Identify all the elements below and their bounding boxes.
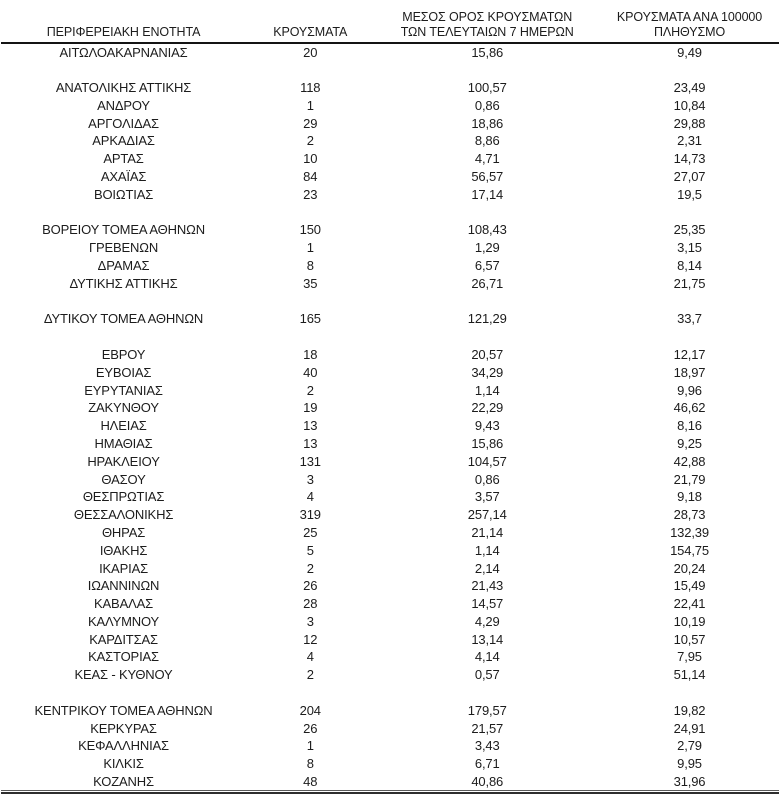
cases-cell: 20 [303,44,318,60]
avg7-cell: 17,14 [471,186,504,202]
cases-cell: 150 [299,222,321,238]
avg7-cell: 21,57 [471,720,504,736]
per100k-cell: 27,07 [673,168,706,184]
per100k-cell: 8,16 [677,418,702,434]
column-header-avg7 [374,0,600,43]
table-row [1,524,779,542]
table-row [1,488,779,506]
per100k-cell: 10,84 [673,97,706,113]
region-name-cell: ΚΑΣΤΟΡΙΑΣ [88,649,159,665]
region-name-cell: ΘΗΡΑΣ [101,524,146,540]
per100k-cell: 33,7 [677,311,702,327]
avg7-cell: 3,43 [474,738,500,754]
region-name-cell: ΑΡΓΟΛΙΔΑΣ [88,115,159,131]
cases-cell: 118 [300,79,321,95]
per100k-cell: 18,97 [673,364,706,380]
per100k-cell: 28,73 [673,507,706,523]
cases-cell: 3 [306,613,314,629]
avg7-cell: 1,14 [474,382,500,398]
table-row [1,132,779,150]
region-name-cell: ΔΥΤΙΚΟΥ ΤΟΜΕΑ ΑΘΗΝΩΝ [43,311,204,327]
avg7-cell: 6,71 [474,756,500,772]
region-name-cell: ΗΡΑΚΛΕΙΟΥ [87,453,160,469]
per100k-cell: 31,96 [673,774,706,790]
per100k-cell: 23,49 [673,79,706,95]
table-row [1,506,779,524]
cases-cell: 8 [306,756,314,772]
region-name-cell: ΚΑΒΑΛΑΣ [94,596,154,612]
table-row [1,257,779,275]
table-row [1,310,779,328]
region-name-cell: ΚΑΡΔΙΤΣΑΣ [89,631,158,647]
region-name-cell: ΕΒΡΟΥ [101,346,146,362]
per100k-cell: 20,24 [673,560,706,576]
cases-cell: 84 [303,168,318,184]
cases-cell: 18 [303,346,318,362]
per100k-cell: 29,88 [673,115,706,131]
region-name-cell: ΒΟΙΩΤΙΑΣ [93,186,154,202]
cases-cell: 48 [303,774,318,790]
avg7-cell: 6,57 [474,257,500,273]
table-row [1,559,779,577]
cases-cell: 2 [306,667,314,683]
per100k-cell: 22,41 [673,596,706,612]
cases-cell: 131 [299,453,321,469]
region-name-cell: ΑΝΑΤΟΛΙΚΗΣ ΑΤΤΙΚΗΣ [55,79,192,95]
cases-by-regional-unit-report [1,0,779,794]
table-row [1,773,779,791]
region-name-cell: ΗΜΑΘΙΑΣ [94,435,153,451]
spacer-cell [1,328,779,346]
spacer-cell [1,684,779,702]
column-header-per100k-line1: ΚΡΟΥΣΜΑΤΑ ΑΝΑ 100000 [616,10,763,24]
spacer-row [1,684,779,702]
table-row [1,755,779,773]
cases-cell: 2 [306,382,314,398]
cases-cell: 26 [303,720,318,736]
avg7-cell: 15,86 [471,435,504,451]
avg7-cell: 0,57 [474,667,500,683]
avg7-cell: 0,86 [474,97,500,113]
cases-cell: 4 [306,649,314,665]
spacer-row [1,61,779,79]
region-name-cell: ΑΧΑΪΑΣ [100,168,147,184]
avg7-cell: 56,57 [471,168,504,184]
table-row [1,470,779,488]
per100k-cell: 154,75 [670,542,709,558]
cases-cell: 1 [306,738,314,754]
avg7-cell: 26,71 [471,275,504,291]
spacer-row [1,292,779,310]
cases-cell: 28 [303,596,318,612]
table-row [1,346,779,364]
table-row [1,613,779,631]
region-name-cell: ΒΟΡΕΙΟΥ ΤΟΜΕΑ ΑΘΗΝΩΝ [42,222,205,238]
avg7-cell: 14,57 [471,596,504,612]
avg7-cell: 40,86 [471,774,504,790]
avg7-cell: 13,14 [471,631,504,647]
spacer-cell [1,292,779,310]
cases-cell: 23 [303,186,318,202]
avg7-cell: 1,29 [474,240,500,256]
per100k-cell: 51,14 [673,667,706,683]
avg7-cell: 4,71 [474,151,500,167]
avg7-cell: 21,14 [471,524,504,540]
cases-cell: 1 [306,240,314,256]
region-name-cell: ΘΕΣΣΑΛΟΝΙΚΗΣ [73,507,174,523]
cases-cell: 165 [299,311,321,327]
cases-cell: 1 [306,97,314,113]
table-row [1,452,779,470]
per100k-cell: 2,79 [677,738,702,754]
per100k-cell: 9,95 [677,756,702,772]
avg7-cell: 0,86 [474,471,500,487]
column-header-cases-label: ΚΡΟΥΣΜΑΤΑ [273,24,348,39]
table-row [1,381,779,399]
cases-cell: 4 [306,489,314,505]
region-name-cell: ΑΡΤΑΣ [103,151,144,167]
per100k-cell: 19,82 [673,702,706,718]
region-name-cell: ΑΡΚΑΔΙΑΣ [92,133,155,149]
table-row [1,96,779,114]
table-row [1,399,779,417]
table-row [1,168,779,186]
table-row [1,719,779,737]
avg7-cell: 4,14 [474,649,500,665]
cases-cell: 26 [303,578,318,594]
table-row [1,577,779,595]
avg7-cell: 121,29 [467,311,507,327]
avg7-cell: 104,57 [467,453,507,469]
column-header-region-label: ΠΕΡΙΦΕΡΕΙΑΚΗ ΕΝΟΤΗΤΑ [46,24,201,39]
cases-cell: 5 [306,542,314,558]
region-name-cell: ΚΟΖΑΝΗΣ [93,774,154,790]
cases-by-regional-unit-table [1,0,779,790]
region-name-cell: ΕΥΒΟΙΑΣ [95,364,152,380]
per100k-cell: 8,14 [677,257,702,273]
cases-cell: 319 [299,507,321,523]
header-row [1,0,779,43]
table-row [1,150,779,168]
region-name-cell: ΓΡΕΒΕΝΩΝ [88,240,159,256]
table-row [1,666,779,684]
cases-cell: 2 [306,560,314,576]
table-row [1,239,779,257]
spacer-cell [1,61,779,79]
region-name-cell: ΙΘΑΚΗΣ [99,542,148,558]
avg7-cell: 100,57 [467,79,507,95]
table-body [1,43,779,790]
table-row [1,435,779,453]
cases-cell: 29 [303,115,318,131]
column-header-avg7-line2: ΤΩΝ ΤΕΛΕΥΤΑΙΩΝ 7 ΗΜΕΡΩΝ [400,24,574,39]
per100k-cell: 21,79 [673,471,706,487]
table-row [1,79,779,97]
avg7-cell: 4,29 [474,613,500,629]
per100k-cell: 15,49 [673,578,706,594]
region-name-cell: ΚΕΡΚΥΡΑΣ [90,720,157,736]
region-name-cell: ΔΡΑΜΑΣ [97,257,150,273]
table-row [1,43,779,61]
avg7-cell: 21,43 [471,578,504,594]
avg7-cell: 9,43 [474,418,500,434]
avg7-cell: 34,29 [471,364,504,380]
table-header [1,0,779,43]
column-header-per100k [600,0,779,43]
region-name-cell: ΚΕΝΤΡΙΚΟΥ ΤΟΜΕΑ ΑΘΗΝΩΝ [34,702,213,718]
region-name-cell: ΗΛΕΙΑΣ [100,418,147,434]
per100k-cell: 10,57 [673,631,706,647]
region-name-cell: ΙΚΑΡΙΑΣ [99,560,148,576]
cases-cell: 8 [306,257,314,273]
cases-cell: 35 [303,275,318,291]
avg7-cell: 257,14 [467,507,507,523]
avg7-cell: 3,57 [474,489,500,505]
per100k-cell: 19,5 [677,186,702,202]
per100k-cell: 10,19 [673,613,706,629]
cases-cell: 2 [306,133,314,149]
region-name-cell: ΖΑΚΥΝΘΟΥ [88,400,159,416]
per100k-cell: 21,75 [673,275,706,291]
avg7-cell: 108,43 [467,222,507,238]
per100k-cell: 14,73 [673,151,706,167]
avg7-cell: 18,86 [471,115,504,131]
per100k-cell: 7,95 [677,649,702,665]
region-name-cell: ΕΥΡΥΤΑΝΙΑΣ [84,382,163,398]
per100k-cell: 3,15 [677,240,702,256]
cases-cell: 40 [303,364,318,380]
region-name-cell: ΚΑΛΥΜΝΟΥ [87,613,160,629]
per100k-cell: 25,35 [673,222,706,238]
table-row [1,737,779,755]
table-row [1,363,779,381]
table-row [1,185,779,203]
cases-cell: 12 [303,631,318,647]
region-name-cell: ΔΥΤΙΚΗΣ ΑΤΤΙΚΗΣ [69,275,178,291]
table-row [1,630,779,648]
avg7-cell: 22,29 [471,400,504,416]
region-name-cell: ΚΕΦΑΛΛΗΝΙΑΣ [78,738,169,754]
column-header-per100k-line2: ΠΛΗΘΥΣΜΟ [653,24,726,39]
table-row [1,274,779,292]
column-header-region [1,0,246,43]
column-header-avg7-line1: ΜΕΣΟΣ ΟΡΟΣ ΚΡΟΥΣΜΑΤΩΝ [402,10,573,24]
per100k-cell: 9,49 [677,44,702,60]
avg7-cell: 15,86 [471,44,504,60]
per100k-cell: 9,18 [677,489,702,505]
table-row [1,541,779,559]
cases-cell: 10 [303,151,318,167]
cases-cell: 13 [303,435,318,451]
table-row [1,595,779,613]
per100k-cell: 46,62 [673,400,706,416]
avg7-cell: 8,86 [474,133,500,149]
per100k-cell: 2,31 [677,133,702,149]
table-bottom-rule [1,790,779,794]
region-name-cell: ΚΙΛΚΙΣ [103,756,144,772]
column-header-cases [246,0,374,43]
table-row [1,701,779,719]
table-row [1,221,779,239]
avg7-cell: 179,57 [467,702,507,718]
avg7-cell: 1,14 [474,542,500,558]
per100k-cell: 9,25 [677,435,702,451]
per100k-cell: 24,91 [673,720,706,736]
table-row [1,114,779,132]
cases-cell: 25 [303,524,318,540]
spacer-cell [1,203,779,221]
table-row [1,417,779,435]
per100k-cell: 12,17 [673,346,706,362]
cases-cell: 19 [303,400,318,416]
region-name-cell: ΘΑΣΟΥ [101,471,146,487]
per100k-cell: 9,96 [677,382,702,398]
cases-cell: 3 [306,471,314,487]
region-name-cell: ΙΩΑΝΝΙΝΩΝ [87,578,160,594]
table-row [1,648,779,666]
avg7-cell: 2,14 [474,560,500,576]
region-name-cell: ΚΕΑΣ - ΚΥΘΝΟΥ [74,667,173,683]
region-name-cell: ΘΕΣΠΡΩΤΙΑΣ [82,489,165,505]
cases-cell: 13 [303,418,318,434]
avg7-cell: 20,57 [471,346,504,362]
region-name-cell: ΑΙΤΩΛΟΑΚΑΡΝΑΝΙΑΣ [59,44,188,60]
per100k-cell: 132,39 [670,524,709,540]
spacer-row [1,203,779,221]
spacer-row [1,328,779,346]
per100k-cell: 42,88 [673,453,706,469]
cases-cell: 204 [299,702,321,718]
region-name-cell: ΑΝΔΡΟΥ [97,97,150,113]
